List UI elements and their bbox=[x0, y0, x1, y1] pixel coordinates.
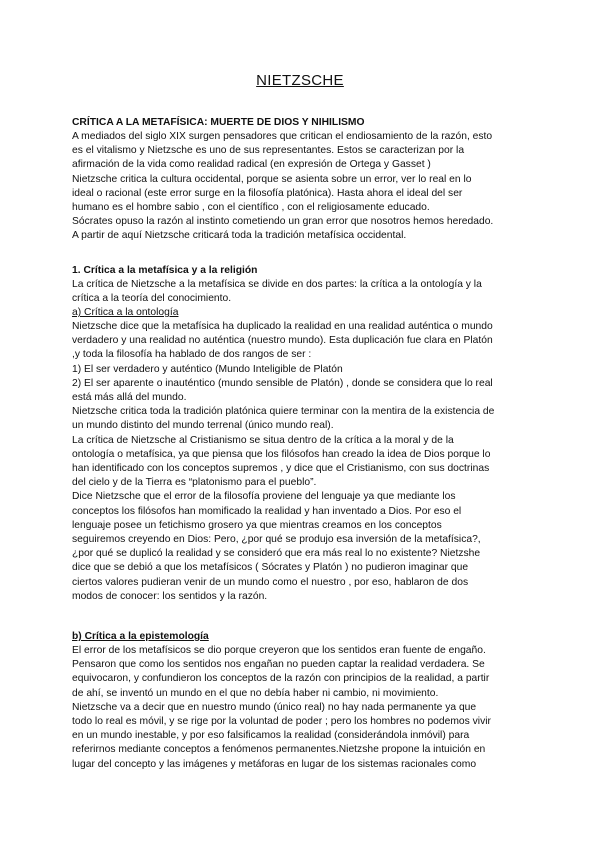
intro-line: A partir de aquí Nietzsche criticará toda la tradición metafísica occidental. bbox=[72, 230, 407, 242]
page-title: NIETZSCHE bbox=[256, 72, 344, 89]
paragraph-line: está más allá del mundo. bbox=[72, 392, 187, 403]
paragraph-line: han identificado con los conceptos supremos , y dice que el Cristianismo, con sus doctrinas bbox=[72, 463, 490, 474]
paragraph-line: 1) El ser verdadero y auténtico (Mundo Inteligible de Platón bbox=[72, 363, 343, 375]
paragraph-line: en un mundo inestable, y por eso falsificamos la realidad (considerándola inmóvil) para bbox=[72, 730, 470, 742]
paragraph-line: lugar del concepto y las imágenes y metáforas en lugar de los sistemas racionales como bbox=[72, 758, 477, 770]
paragraph-line: equivocaron, y confundieron los conceptos de la razón con principios de la realidad, a partir bbox=[72, 673, 490, 685]
paragraph-line: Nietzsche va a decir que en nuestro mundo (único real) no hay nada permanente ya que bbox=[72, 701, 477, 713]
paragraph-line: 2) El ser aparente o inauténtico (mundo sensible de Platón) , donde se considera que lo real bbox=[72, 377, 493, 389]
paragraph-line: conceptos los filósofos han momificado la realidad y han inventado a Dios. Por eso el bbox=[72, 505, 462, 517]
intro-line: es el vitalismo y Nietzsche es uno de sus representantes. Estos se caracterizan por la bbox=[72, 145, 465, 157]
subheading-ontologia: a) Crítica a la ontología bbox=[72, 307, 179, 318]
paragraph-line: referirnos mediante conceptos a fenómenos permanentes.Nietzshe propone la intuición en bbox=[72, 744, 486, 756]
paragraph-line: Pensaron que como los sentidos nos engañan no pueden captar la realidad verdadera. Se bbox=[72, 659, 485, 671]
paragraph-line: El error de los metafísicos se dio porque creyeron que los sentidos eran fuente de engaño. bbox=[72, 645, 486, 656]
paragraph-line: lenguaje posee un fetichismo grosero ya que mientras creamos en los conceptos bbox=[72, 519, 442, 531]
paragraph-line: Nietzsche critica toda la tradición platónica quiere terminar con la mentira de la existencia de bbox=[72, 406, 495, 418]
paragraph-line: verdadero y una realidad no auténtica (nuestro mundo). Esta duplicación fue clara en Platón bbox=[72, 335, 493, 347]
paragraph-line: crítica a la teoría del conocimiento. bbox=[72, 293, 232, 305]
paragraph-line: La crítica de Nietzsche a la metafísica se divide en dos partes: la crítica a la ontología y la bbox=[72, 279, 482, 290]
intro-line: A mediados del siglo XIX surgen pensadores que critican el endiosamiento de la razón, esto bbox=[72, 131, 493, 142]
heading-critica-metafisica-religion: 1. Crítica a la metafísica y a la religión bbox=[72, 265, 258, 276]
paragraph-line: Nietzsche dice que la metafísica ha duplicado la realidad en una realidad auténtica o mundo bbox=[72, 321, 493, 332]
section-heading: CRÍTICA A LA METAFÍSICA: MUERTE DE DIOS Y NIHILISMO bbox=[72, 117, 365, 128]
paragraph-line: un mundo distinto del mundo terrenal (único mundo real). bbox=[72, 420, 334, 432]
paragraph-line: ¿por qué se duplicó la realidad y se consideró que era más real lo no existente? Nietzshe bbox=[72, 548, 481, 560]
intro-line: humano es el hombre sabio , con el científico , con el religiosamente educado. bbox=[72, 202, 430, 213]
paragraph-line: La crítica de Nietzsche al Cristianismo se situa dentro de la crítica a la moral y de la bbox=[72, 434, 454, 446]
paragraph-line: ciertos valores pudieran venir de un mundo como el nuestro , por eso, hablaron de dos bbox=[72, 576, 469, 588]
paragraph-line: dice que se debió a que los metafísicos ( Sócrates y Platón ) no pudieron imaginar que bbox=[72, 562, 469, 574]
intro-line: afirmación de la vida como realidad radical (en expresión de Ortega y Gasset ) bbox=[72, 159, 431, 171]
intro-line: ideal o racional (este error surge en la filosofía platónica). Hasta ahora el ideal del ser bbox=[72, 187, 463, 199]
paragraph-line: ,y toda la filosofía ha hablado de dos rangos de ser : bbox=[72, 349, 312, 361]
paragraph-line: ontología o metafísica, ya que piensa que los filósofos han creado la idea de Dios porque lo bbox=[72, 448, 491, 460]
paragraph-line: de ahí, se inventó un mundo en el que no debía haber ni cambio, ni movimiento. bbox=[72, 687, 439, 699]
intro-line: Nietzsche critica la cultura occidental, porque se asienta sobre un error, ver lo real en lo bbox=[72, 173, 472, 185]
paragraph-line: todo lo real es móvil, y se rige por la voluntad de poder ; pero los hombres no podemos vivir bbox=[72, 716, 491, 727]
subheading-epistemologia: b) Crítica a la epistemología bbox=[72, 631, 209, 642]
paragraph-line: modos de conocer: los sentidos y la razón. bbox=[72, 590, 268, 602]
paragraph-line: Dice Nietzsche que el error de la filosofía proviene del lenguaje ya que mediante los bbox=[72, 491, 456, 503]
paragraph-line: seguiremos creyendo en Dios: Pero, ¿por qué se produjo esa inversión de la metafísica?, bbox=[72, 534, 481, 545]
paragraph-line: del cielo y de la Tierra es “platonismo para el pueblo”. bbox=[72, 477, 317, 489]
intro-line: Sócrates opuso la razón al instinto cometiendo un gran error que nosotros hemos heredado. bbox=[72, 216, 494, 228]
